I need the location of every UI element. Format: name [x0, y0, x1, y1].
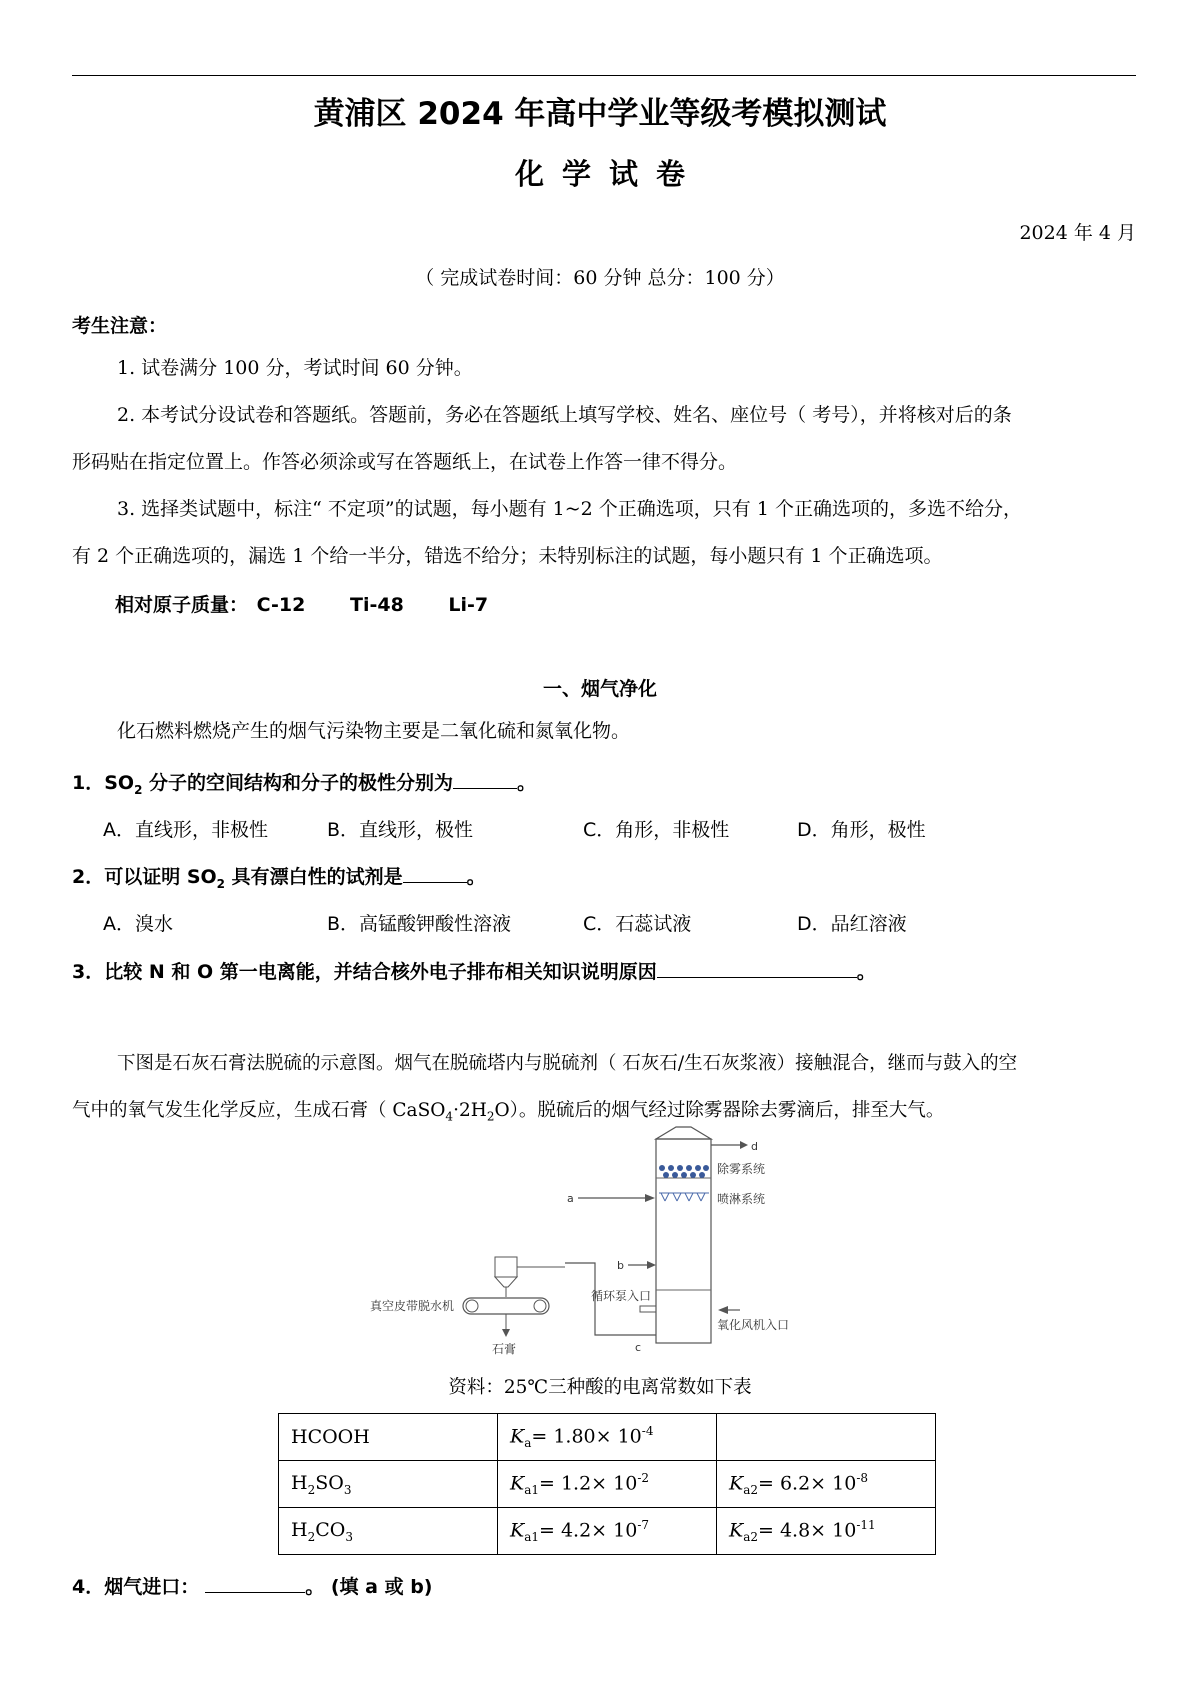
ka-exp: -7: [637, 1517, 650, 1532]
ka-sub: a2: [743, 1483, 758, 1498]
q4-text: 4．烟气进口：: [72, 1576, 200, 1598]
q2-text-pre: 2．可以证明 SO: [72, 866, 217, 888]
acid-post: SO: [315, 1471, 344, 1494]
ka1-cell: [498, 1461, 717, 1508]
notice-item-3-line-1: 3. 选择类试题中，标注“ 不定项”的试题，每小题有 1~2 个正确选项，只有 1 个正确选项的，多选不给分，: [117, 498, 1022, 520]
acid-post: CO: [315, 1518, 346, 1541]
ka-cell: [498, 1414, 717, 1461]
q1-answer-blank[interactable]: [453, 770, 517, 789]
table-caption: 资料：25℃三种酸的电离常数如下表: [448, 1377, 752, 1398]
q2-option-c: C．石蕊试液: [583, 913, 692, 935]
ka-value: = 1.2× 10: [539, 1472, 638, 1495]
ka-sub: a: [524, 1436, 532, 1451]
q1-option-a: A．直线形，非极性: [103, 819, 268, 841]
belt: [463, 1298, 549, 1314]
exam-title: 黄浦区 2024 年高中学业等级考模拟测试: [313, 96, 887, 132]
label-pump: 循环泵入口: [591, 1289, 652, 1303]
top-rule: [72, 75, 1136, 76]
label-fan: 氧化风机入口: [717, 1318, 790, 1332]
q1-option-c: C．角形，非极性: [583, 819, 730, 841]
notice-item-1: 1. 试卷满分 100 分，考试时间 60 分钟。: [117, 357, 473, 379]
ka2-cell: [717, 1461, 936, 1508]
ka-symbol: K: [510, 1425, 525, 1448]
belt-roller-right: [534, 1300, 546, 1312]
exam-date: 2024 年 4 月: [1019, 222, 1136, 244]
question-1: [72, 768, 536, 797]
notice-item-2-line-2: 形码贴在指定位置上。作答必须涂或写在答题纸上，在试卷上作答一律不得分。: [72, 451, 738, 473]
acid-cell: [279, 1508, 498, 1555]
table-row: [279, 1461, 936, 1508]
atomic-mass-label: 相对原子质量：: [115, 594, 249, 616]
ka-symbol: K: [729, 1472, 744, 1495]
exam-timing: （ 完成试卷时间：60 分钟 总分：100 分）: [415, 267, 785, 289]
inlet-b-head: [647, 1261, 656, 1269]
ka-sub: a1: [524, 1530, 539, 1545]
q3-end: 。: [856, 961, 876, 983]
spray-icon: [659, 1193, 709, 1201]
atomic-mass-li: Li-7: [448, 594, 489, 616]
acid-pre: H: [291, 1471, 308, 1494]
fan-inlet-head: [718, 1306, 728, 1314]
q2-sub: 2: [216, 876, 226, 891]
label-c: c: [635, 1341, 642, 1354]
section-title: 一、烟气净化: [542, 678, 657, 700]
q1-option-d: D．角形，极性: [797, 819, 926, 841]
belt-roller-left: [466, 1300, 478, 1312]
acid-sub2: 3: [343, 1482, 352, 1497]
q2-option-b: B．高锰酸钾酸性溶液: [327, 913, 512, 935]
label-demist: 除雾系统: [717, 1162, 766, 1176]
ka-exp: -2: [637, 1470, 650, 1485]
notice-item-3-line-2: 有 2 个正确选项的，漏选 1 个给一半分，错选不给分；未特别标注的试题，每小题只有 1 个正确选项。: [72, 545, 943, 567]
question-2: [72, 862, 486, 891]
label-d: d: [751, 1140, 758, 1153]
pump-inlet-port: [640, 1306, 656, 1312]
label-a: a: [567, 1192, 574, 1205]
desulfurization-diagram: [370, 1125, 845, 1356]
ionization-constant-table: [278, 1413, 936, 1555]
passage-2-pre: 气中的氧气发生化学反应，生成石膏（ CaSO: [72, 1100, 446, 1121]
ka-symbol: K: [729, 1519, 744, 1542]
ka1-cell: [498, 1508, 717, 1555]
table-row: [279, 1414, 936, 1461]
acid-pre: H: [291, 1518, 308, 1541]
q2-option-d: D．品红溶液: [797, 913, 907, 935]
passage-2-mid: ·2H: [453, 1100, 487, 1121]
q1-text-pre: 1．SO: [72, 772, 135, 794]
table-row: [279, 1508, 936, 1555]
ka-value: = 4.2× 10: [539, 1519, 638, 1542]
acid-sub: 2: [307, 1529, 316, 1544]
ka-symbol: K: [510, 1472, 525, 1495]
q2-end: 。: [466, 866, 486, 888]
notice-item-2-line-1: 2. 本考试分设试卷和答题纸。答题前，务必在答题纸上填写学校、姓名、座位号（ 考号），并将核对后的条: [117, 404, 1012, 426]
q4-end: 。 (填 a 或 b): [305, 1576, 433, 1598]
acid-cell: HCOOH: [279, 1414, 498, 1461]
empty-cell: [717, 1414, 936, 1461]
q1-option-b: B．直线形，极性: [327, 819, 474, 841]
ka-exp: -4: [641, 1423, 654, 1438]
atomic-mass-c: C-12: [256, 594, 306, 616]
ka-exp: -8: [856, 1470, 869, 1485]
acid-sub2: 3: [345, 1529, 353, 1544]
q1-end: 。: [517, 772, 537, 794]
passage-2-sub1: 4: [445, 1109, 454, 1124]
q3-text: 3．比较 N 和 O 第一电离能，并结合核外电子排布相关知识说明原因: [72, 961, 657, 983]
label-gypsum: 石膏: [492, 1342, 517, 1356]
q3-answer-blank[interactable]: [657, 959, 857, 978]
passage-2-sub2: 2: [486, 1109, 495, 1124]
q2-text-post: 具有漂白性的试剂是: [225, 866, 403, 888]
ka-value: = 1.80× 10: [531, 1425, 642, 1448]
acid-cell: [279, 1461, 498, 1508]
passage-2-post: O）。脱硫后的烟气经过除雾器除去雾滴后，排至大气。: [494, 1100, 945, 1121]
acid-sub: 2: [307, 1482, 316, 1497]
atomic-mass-line: [115, 582, 488, 629]
hopper-cone: [495, 1277, 517, 1287]
atomic-mass-ti: Ti-48: [349, 594, 404, 616]
q1-sub: 2: [134, 782, 143, 797]
outlet-d-head: [740, 1141, 748, 1149]
demist-icon: [659, 1165, 709, 1178]
ka-sub: a1: [524, 1483, 539, 1498]
question-4: [72, 1572, 432, 1599]
hopper-top: [495, 1257, 517, 1277]
notice-heading: 考生注意：: [72, 315, 168, 337]
tower-top: [656, 1127, 711, 1139]
exam-subtitle: 化学试卷: [514, 157, 703, 191]
ka-exp: -11: [856, 1517, 876, 1532]
label-spray: 喷淋系统: [717, 1192, 766, 1206]
q4-answer-blank[interactable]: [205, 1574, 305, 1593]
ka-value: = 4.8× 10: [758, 1519, 857, 1542]
passage-line-1: 下图是石灰石膏法脱硫的示意图。烟气在脱硫塔内与脱硫剂（ 石灰石/生石灰浆液）接触混合，继而与鼓入的空: [117, 1053, 1018, 1074]
q2-answer-blank[interactable]: [403, 864, 467, 883]
ka-symbol: K: [510, 1519, 525, 1542]
label-belt: 真空皮带脱水机: [370, 1299, 455, 1313]
q2-option-a: A．溴水: [103, 913, 173, 935]
ka-value: = 6.2× 10: [758, 1472, 857, 1495]
gypsum-head: [502, 1329, 510, 1337]
label-b: b: [617, 1259, 624, 1272]
section-intro: 化石燃料燃烧产生的烟气污染物主要是二氧化硫和氮氧化物。: [117, 720, 631, 742]
question-3: [72, 957, 876, 984]
ka2-cell: [717, 1508, 936, 1555]
ka-sub: a2: [743, 1530, 758, 1545]
inlet-a-head: [645, 1194, 655, 1202]
q1-text-post: 分子的空间结构和分子的极性分别为: [142, 772, 454, 794]
